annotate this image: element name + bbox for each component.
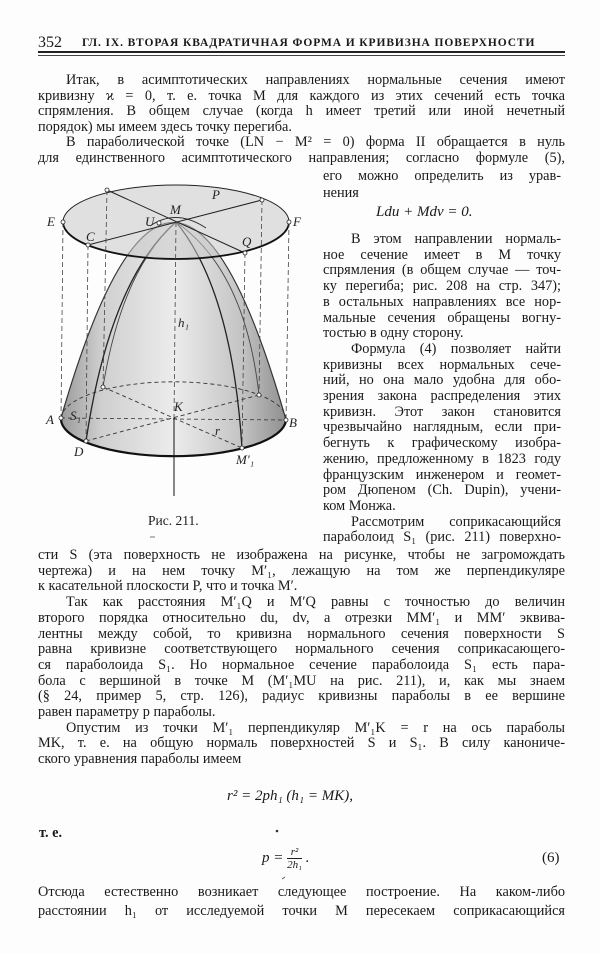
block3-line: Опустим из точки M′₁ перпендикуляр M′₁K = r на ось параболы (66, 719, 565, 736)
equation-number-6: (6) (542, 850, 560, 866)
block3-line: ского уравнения параболы имеем (38, 751, 242, 768)
page-number: 352 (38, 34, 62, 51)
label-c: C (86, 229, 95, 244)
print-speck (276, 830, 279, 833)
block2-line: его можно определить из урав- (323, 168, 561, 184)
block3-line: чертежа) и на нем точку M′₁, лежащую на том же перпендикуляре (38, 562, 565, 579)
block2-line: нения (323, 185, 359, 201)
label-m: M (170, 202, 181, 217)
right-column-line: в остальных направлениях все нор- (323, 293, 561, 310)
label-f: F (293, 214, 301, 229)
right-column-line: спрямления (в общем случае — точ- (323, 262, 561, 279)
block1-line: порядок) мы имеем здесь точку перегиба. (38, 118, 292, 135)
right-column-line: мальные сечения обращены вогну- (323, 309, 561, 326)
right-column-line: параболоид S₁ (рис. 211) поверхно- (323, 529, 561, 546)
eq6-fraction (287, 846, 302, 871)
label-m1-prime: M′₁ (236, 452, 255, 467)
block3-line: лентны между собой, то кривизна нормального сечения поверхности S (38, 625, 565, 642)
right-column-line: ное сечение имеет в M точку (323, 246, 561, 263)
label-q: Q (242, 234, 252, 249)
block3-line: бола с вершиной в точке M (M′₁MU на рис. 211), и, как мы знаем (38, 672, 565, 689)
right-column-line: зрения закона распределения этих (323, 388, 561, 404)
block3-line: равна кривизне соответствующего нормального сечения соприкасающего- (38, 641, 565, 658)
block3-line: к касательной плоскости P, что и точка M′. (38, 578, 298, 595)
equation-r-squared: r² = 2ph₁ (h₁ = MK), (227, 788, 353, 804)
right-column-line: Формула (4) позволяет найти (351, 340, 561, 357)
figure-caption: Рис. 211. (148, 513, 199, 528)
label-d: D (74, 444, 84, 459)
right-column-line: бегнуть к графическому изобра- (323, 435, 561, 452)
block3-line: ся параболоида S₁. Но нормальное сечение параболоида S₁ есть пара- (38, 656, 565, 673)
eq6-denominator: 2h₁ (287, 859, 302, 871)
label-e: E (47, 214, 55, 229)
eq6-lhs: p = (262, 849, 284, 866)
te-label: т. е. (39, 825, 63, 841)
right-column-line: тостью в одну сторону. (323, 325, 464, 342)
running-title: ГЛ. IX. ВТОРАЯ КВАДРАТИЧНАЯ ФОРМА И КРИВИЗНА ПОВЕРХНОСТИ (82, 37, 536, 49)
block4-line: Отсюда естественно возникает следующее построение. На каком-либо (38, 884, 565, 900)
right-column-line: чрезвычайно наглядным, если при- (323, 419, 561, 436)
equation-ldu-mdv: Ldu + Mdv = 0. (376, 204, 473, 220)
label-h1: h₁ (178, 315, 190, 330)
label-r: r (215, 423, 221, 438)
right-column-line: жению, предложенному в 1823 году (323, 450, 561, 467)
right-column-line: ром Дюпеном (Ch. Dupin), учени- (323, 482, 561, 499)
equation-6 (262, 846, 309, 871)
eq6-tail: . (305, 849, 310, 866)
label-b: B (289, 415, 297, 430)
block1-line: Итак, в асимптотических направлениях нормальные сечения имеют (66, 72, 565, 88)
right-column-line: французским инженером и геомет- (323, 466, 561, 483)
print-speck (282, 877, 285, 879)
label-a: A (46, 412, 54, 427)
block1-line: В параболической точке (LN − M² = 0) форма II обращается в нуль (66, 134, 565, 151)
right-column-line: Рассмотрим соприкасающийся (351, 513, 561, 530)
right-column-line: ний, но она мало удобна для обо- (323, 372, 561, 389)
block3-line: равен параметру p параболы. (38, 704, 216, 720)
right-column-line: ку перегиба; рис. 208 на стр. 347); (323, 278, 561, 295)
block3-line: второго порядка относительно du, dv, а отрезки MM′₁ и MM′ эквива- (38, 609, 565, 626)
right-column-line: кривизн. Этот закон становится (323, 403, 561, 420)
label-u: U (145, 214, 155, 229)
label-s1: S₁ (70, 408, 82, 423)
right-column-line: кривизны всех нормальных сече- (323, 356, 561, 373)
right-column-line: ком Монжа. (323, 497, 396, 514)
block3-line: (§ 24, пример 5, стр. 126), радиус кривизны параболы в ее вершине (38, 688, 565, 705)
right-column-line: В этом направлении нормаль- (351, 231, 561, 247)
block3-line: Так как расстояния M′₁Q и M′Q равны с точностью до величин (66, 594, 565, 611)
block3-line: MK, т. е. на общую нормаль поверхностей S и S₁. В силу канониче- (38, 735, 565, 752)
block1-line: спрямления. В общем случае (когда h имеет третий или иной нечетный (38, 103, 565, 120)
eq6-numerator: r² (287, 846, 302, 859)
block3-line: сти S (эта поверхность не изображена на рисунке, чтобы не загромождать (38, 547, 565, 563)
block1-line: кривизну ϰ = 0, т. е. точка M для каждого из этих сечений есть точка (38, 87, 565, 104)
block4-line: расстоянии h₁ от исследуемой точки M пересекаем соприкасающийся (38, 903, 565, 919)
label-p: P (212, 187, 220, 202)
block1-line: для единственного асимптотического направления; согласно формуле (5), (38, 150, 565, 166)
label-k: K (174, 399, 183, 414)
